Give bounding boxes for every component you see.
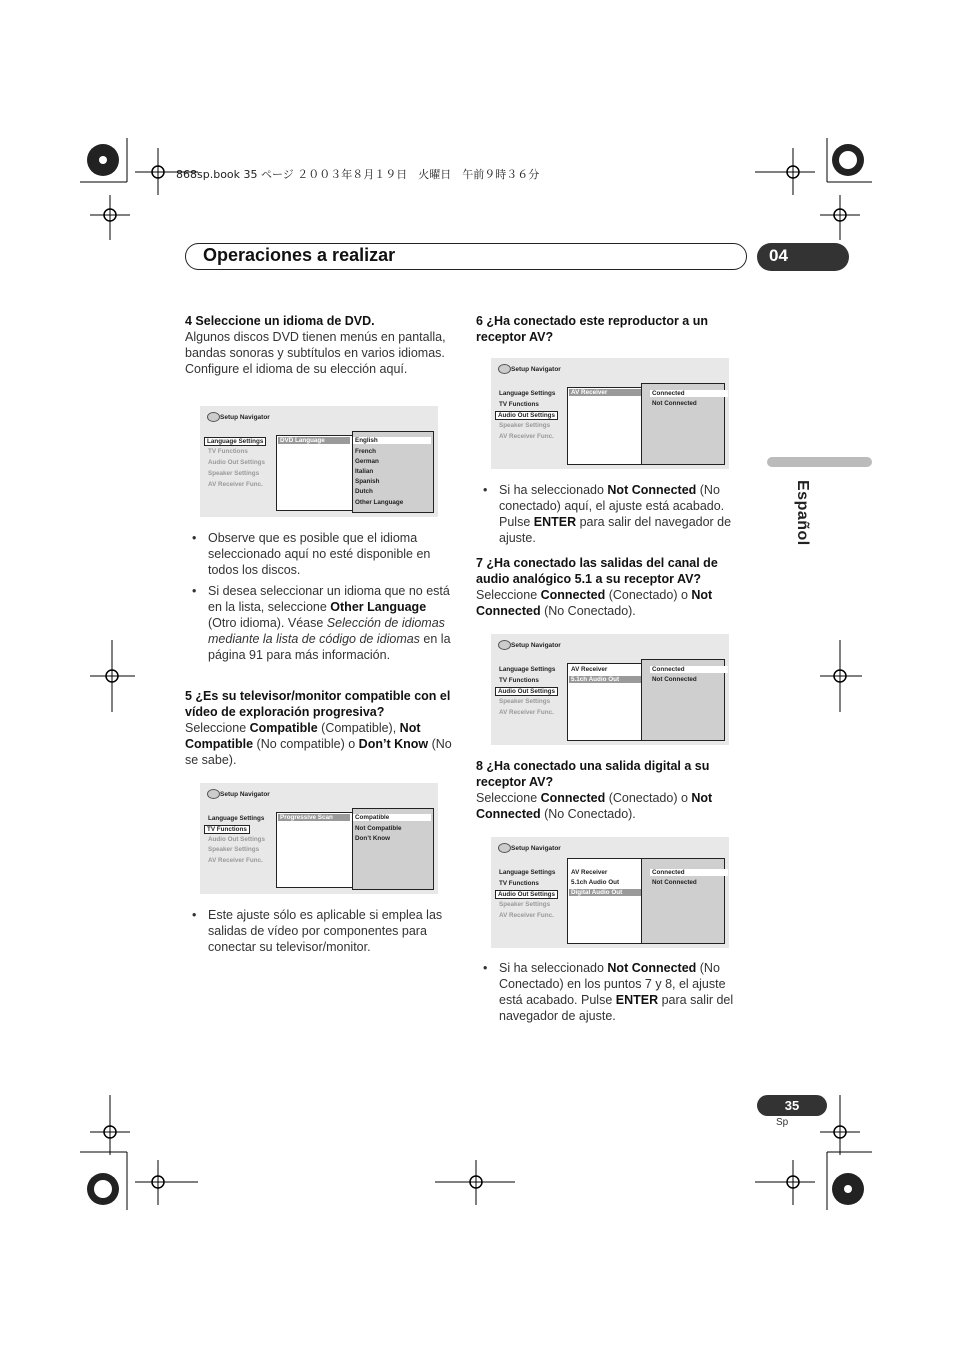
option: Other Language bbox=[355, 499, 404, 506]
note-5: • Si ha seleccionado Not Connected (No Conectado) en los puntos 7 y 8, el ajuste está acabado. Pulse ENTER para salir del navegador de ajuste. bbox=[477, 960, 749, 1024]
step-5-heading: 5 ¿Es su televisor/monitor compatible con el vídeo de exploración progresiva? bbox=[185, 689, 451, 719]
option: Spanish bbox=[355, 478, 380, 485]
screen-col2-item: AV Receiver bbox=[571, 869, 608, 876]
screen-title: Setup Navigator bbox=[511, 366, 561, 373]
step-7-body: Seleccione Connected (Conectado) o Not Connected (No Conectado). bbox=[476, 588, 713, 618]
menu-item: TV Functions bbox=[499, 677, 539, 684]
screen-col2 bbox=[276, 812, 356, 888]
menu-item: Audio Out Settings bbox=[495, 890, 558, 899]
step-5-notes bbox=[186, 907, 456, 955]
screen-col2-item: 5.1ch Audio Out bbox=[571, 879, 620, 886]
option: English bbox=[353, 437, 431, 444]
menu-item: Speaker Settings bbox=[208, 846, 260, 853]
option: Connected bbox=[650, 869, 728, 876]
screen-title: Setup Navigator bbox=[220, 791, 270, 798]
option: Italian bbox=[355, 468, 374, 475]
language-label: Español bbox=[794, 480, 811, 546]
setup-navigator-screen-language bbox=[200, 406, 438, 517]
menu-item: Language Settings bbox=[499, 390, 556, 397]
step-6 bbox=[476, 313, 746, 345]
note-1: • Observe que es posible que el idioma seleccionado aquí no esté disponible en todos los discos. bbox=[186, 530, 454, 578]
step-7 bbox=[476, 555, 748, 619]
menu-item: AV Receiver Func. bbox=[499, 433, 554, 440]
option: Not Compatible bbox=[355, 825, 402, 832]
menu-item: TV Functions bbox=[499, 880, 539, 887]
page-number: 35 bbox=[757, 1095, 827, 1116]
screen-col2 bbox=[276, 435, 356, 511]
step-6-heading: 6 ¿Ha conectado este reproductor a un receptor AV? bbox=[476, 314, 708, 344]
step-6-notes bbox=[477, 482, 747, 546]
step-5 bbox=[185, 688, 453, 768]
step-4 bbox=[185, 313, 450, 377]
note-4: • Si ha seleccionado Not Connected (No conectado) aquí, el ajuste está acabado. Pulse ENTER para salir del navegador de ajuste. bbox=[477, 482, 747, 546]
setup-navigator-icon bbox=[498, 843, 511, 853]
screen-title: Setup Navigator bbox=[511, 845, 561, 852]
option: Connected bbox=[650, 390, 728, 397]
step-8-body: Seleccione Connected (Conectado) o Not Connected (No Conectado). bbox=[476, 791, 713, 821]
option: French bbox=[355, 448, 376, 455]
menu-item: TV Functions bbox=[204, 825, 250, 834]
option: Dutch bbox=[355, 488, 373, 495]
option: Connected bbox=[650, 666, 728, 673]
page-title: Operaciones a realizar bbox=[203, 245, 396, 265]
option: Not Connected bbox=[652, 400, 697, 407]
menu-item: Language Settings bbox=[208, 815, 265, 822]
menu-item: Speaker Settings bbox=[208, 470, 260, 477]
setup-navigator-icon bbox=[207, 789, 220, 799]
setup-navigator-screen-51ch bbox=[491, 634, 729, 745]
step-4-heading: 4 Seleccione un idioma de DVD. bbox=[185, 314, 375, 328]
step-4-body: Algunos discos DVD tienen menús en pantalla, bandas sonoras y subtítulos en varios idiomas. Configure el idioma de su elección aquí. bbox=[185, 330, 446, 376]
screen-col2-item: Progressive Scan bbox=[278, 814, 350, 821]
step-7-heading: 7 ¿Ha conectado las salidas del canal de audio analógico 5.1 a su receptor AV? bbox=[476, 556, 718, 586]
step-5-body: Seleccione Compatible (Compatible), Not Compatible (No compatible) o Don’t Know (No se sabe). bbox=[185, 721, 452, 767]
option: Not Connected bbox=[652, 879, 697, 886]
menu-item: Language Settings bbox=[499, 666, 556, 673]
screen-col2-item: DVD Language bbox=[278, 437, 350, 444]
step-8-heading: 8 ¿Ha conectado una salida digital a su receptor AV? bbox=[476, 759, 710, 789]
menu-item: Language Settings bbox=[499, 869, 556, 876]
menu-item: Audio Out Settings bbox=[208, 836, 266, 843]
menu-item: Audio Out Settings bbox=[208, 459, 266, 466]
menu-item: Audio Out Settings bbox=[495, 687, 558, 696]
menu-item: Speaker Settings bbox=[499, 422, 551, 429]
setup-navigator-screen-digital bbox=[491, 837, 729, 948]
note-3: • Este ajuste sólo es aplicable si emplea las salidas de vídeo por componentes para conectar su televisor/monitor. bbox=[186, 907, 456, 955]
menu-item: Language Settings bbox=[204, 437, 266, 446]
option: Not Connected bbox=[652, 676, 697, 683]
menu-item: AV Receiver Func. bbox=[208, 857, 263, 864]
screen-col2 bbox=[567, 663, 647, 741]
menu-item: Speaker Settings bbox=[499, 901, 551, 908]
menu-item: AV Receiver Func. bbox=[208, 481, 263, 488]
option: German bbox=[355, 458, 379, 465]
step-8-notes bbox=[477, 960, 749, 1024]
screen-col2-item: AV Receiver bbox=[569, 389, 641, 396]
note-2: • Si desea seleccionar un idioma que no está en la lista, seleccione Other Language (Otro idioma). Véase Selección de idiomas mediante la lista de código de idiomas en la página 91 para más información. bbox=[186, 583, 454, 663]
setup-navigator-icon bbox=[498, 364, 511, 374]
screen-col2-item: 5.1ch Audio Out bbox=[569, 676, 641, 683]
menu-item: AV Receiver Func. bbox=[499, 912, 554, 919]
page-language: Sp bbox=[776, 1117, 789, 1128]
step-4-notes bbox=[186, 530, 454, 663]
language-tab bbox=[767, 457, 872, 467]
print-header: 868sp.book 35 ページ ２００３年８月１９日 火曜日 午前９時３６分 bbox=[176, 168, 540, 181]
screen-col2-item: Digital Audio Out bbox=[569, 889, 641, 896]
chapter-badge: 04 bbox=[757, 243, 849, 271]
menu-item: Speaker Settings bbox=[499, 698, 551, 705]
step-8 bbox=[476, 758, 748, 822]
setup-navigator-icon bbox=[207, 412, 220, 422]
menu-item: Audio Out Settings bbox=[495, 411, 558, 420]
screen-col2-item: AV Receiver bbox=[571, 666, 608, 673]
screen-title: Setup Navigator bbox=[511, 642, 561, 649]
setup-navigator-screen-av-receiver bbox=[491, 358, 729, 469]
screen-col2 bbox=[567, 387, 647, 465]
setup-navigator-screen-progressive bbox=[200, 783, 438, 894]
menu-item: TV Functions bbox=[499, 401, 539, 408]
option: Don’t Know bbox=[355, 835, 390, 842]
setup-navigator-icon bbox=[498, 640, 511, 650]
menu-item: TV Functions bbox=[208, 448, 248, 455]
menu-item: AV Receiver Func. bbox=[499, 709, 554, 716]
option: Compatible bbox=[353, 814, 431, 821]
screen-title: Setup Navigator bbox=[220, 414, 270, 421]
